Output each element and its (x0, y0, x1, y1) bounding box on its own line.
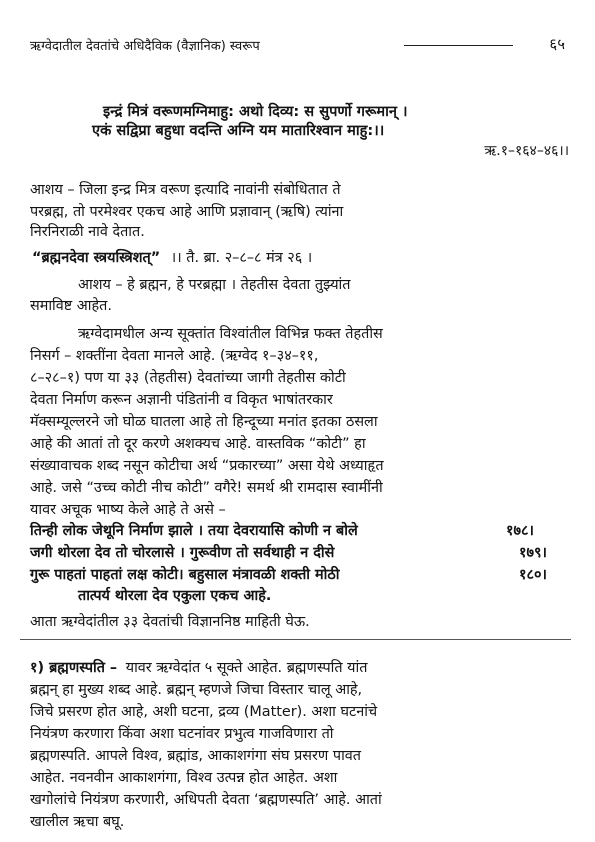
section1-line-8: खालील ऋचा बघू. (30, 814, 125, 830)
section1-line-1-text: यावर ऋग्वेदांत ५ सूक्ते आहेत. ब्रह्मणस्पति यांत (125, 660, 368, 676)
para1-line-1: आशय – जिला इन्द्र मित्र वरूण इत्यादि नावांनी संबोधितात ते (30, 182, 341, 198)
para1-line-2: परब्रह्म, तो परमेश्वर एकच आहे आणि प्रज्ञावान् (ऋषि) त्यांना (30, 204, 344, 220)
section1-line-6: आहेत. नवनवीन आकाशगंगा, विश्व उत्पन्न होत आहेत. अशा (30, 770, 338, 786)
page-number: ६५ (549, 35, 565, 53)
verse-number-1: १७८। (506, 523, 534, 539)
section1-line-5: ब्रह्मणस्पति. आपले विश्व, ब्रह्मांड, आकाशगंगा संघ प्रसरण पावत (30, 748, 361, 764)
section1-line-7: खगोलांचे नियंत्रण करणारी, अधिपती देवता ‘ब्रह्मणस्पति’ आहे. आतां (30, 792, 382, 808)
verse-number-3: १८०। (519, 567, 547, 583)
section1-line-1 (30, 658, 367, 678)
para4: आता ऋग्वेदांतील ३३ देवतांची विज्ञाननिष्ठ माहिती घेऊ. (30, 614, 310, 630)
verse-line-1: तिन्ही लोक जेथूनि निर्माण झाले । तया देवरायासि कोणी न बोले (30, 523, 358, 539)
para3-line-2: निसर्ग – शक्तींना देवता मानले आहे. (ऋग्वेद १–३४–११, (30, 348, 319, 364)
section1-heading: १) ब्रह्मणस्पति – (30, 660, 118, 676)
para3-line-6: आहे की आतां तो दूर करणे अशक्यच आहे. वास्तविक “कोटी” हा (30, 436, 366, 452)
para3-line-8: आहे. जसे “उच्च कोटी नीच कोटी” वगैरे! समर्थ श्री रामदास स्वामींनी (30, 480, 383, 496)
quote-reference: ।। तै. ब्रा. २–८–८ मंत्र २६ । (170, 250, 313, 266)
running-header (30, 36, 571, 58)
verse-line-2: जगी थोरला देव तो चोरलासे । गुरूवीण तो सर्वथाही न दीसे (30, 545, 335, 561)
quote-text: “ब्रह्मनदेवा स्त्रयस्त्रिशत्” (32, 250, 161, 266)
para3-line-3: ८–२८–१) पण या ३३ (तेहतीस) देवतांच्या जागी तेहतीस कोटी (30, 370, 346, 386)
sanskrit-reference: ऋ.१–१६४–४६।। (484, 143, 569, 159)
verse-summary: तात्पर्य थोरला देव एकुला एकच आहे. (78, 588, 272, 604)
para3-line-9: यावर अचूक भाष्य केले आहे ते असे – (30, 502, 226, 518)
section1-line-4: नियंत्रण करणारा किंवा अशा घटनांवर प्रभुत्व गाजविणारा तो (30, 726, 334, 742)
sanskrit-line-2: एकं सद्विप्रा बहुधा वदन्ति अग्नि यम मातारिश्वान माहु:।। (92, 122, 385, 139)
para3-line-4: देवता निर्माण करून अज्ञानी पंडितांनी व विकृत भाषांतरकार (30, 392, 333, 408)
para2-line-1: आशय – हे ब्रह्मन, हे परब्रह्मा । तेहतीस देवता तुझ्यांत (78, 277, 351, 293)
section1-line-2: ब्रह्मन् हा मुख्य शब्द आहे. ब्रह्मन् म्हणजे जिचा विस्तार चालू आहे, (30, 682, 363, 698)
para3-line-1: ऋग्वेदामधील अन्य सूक्तांत विश्वांतील विभिन्न फक्त तेहतीस (78, 326, 383, 342)
section1-line-3: जिचे प्रसरण होत आहे, अशी घटना, द्रव्य (Matter). अशा घटनांचे (30, 704, 378, 720)
verse-number-2: १७९। (519, 545, 547, 561)
para3-line-5: मॅक्सम्यूल्लरने जो घोळ घातला आहे तो हिन्दूच्या मनांत इतका ठसला (30, 414, 378, 430)
para3-line-7: संख्यावाचक शब्द नसून कोटीचा अर्थ “प्रकारच्या” असा येथे अध्याहृत (30, 458, 384, 474)
header-rule (404, 45, 513, 46)
vedic-quote (32, 248, 312, 268)
sanskrit-line-1: इन्द्रं मित्रं वरूणमग्निमाहु: अथो दिव्य: स सुपर्णो गरूमान् । (103, 103, 408, 120)
para2-line-2: समाविष्ट आहेत. (30, 298, 112, 314)
verse-line-3: गुरू पाहतां पाहतां लक्ष कोटी। बहुसाल मंत्रावळी शक्ती मोठी (30, 567, 340, 583)
para1-line-3: निरनिराळी नावे देतात. (30, 224, 145, 240)
header-title: ऋग्वेदातील देवतांचे अधिदैविक (वैज्ञानिक) स्वरूप (30, 39, 260, 54)
section-divider (20, 639, 571, 640)
